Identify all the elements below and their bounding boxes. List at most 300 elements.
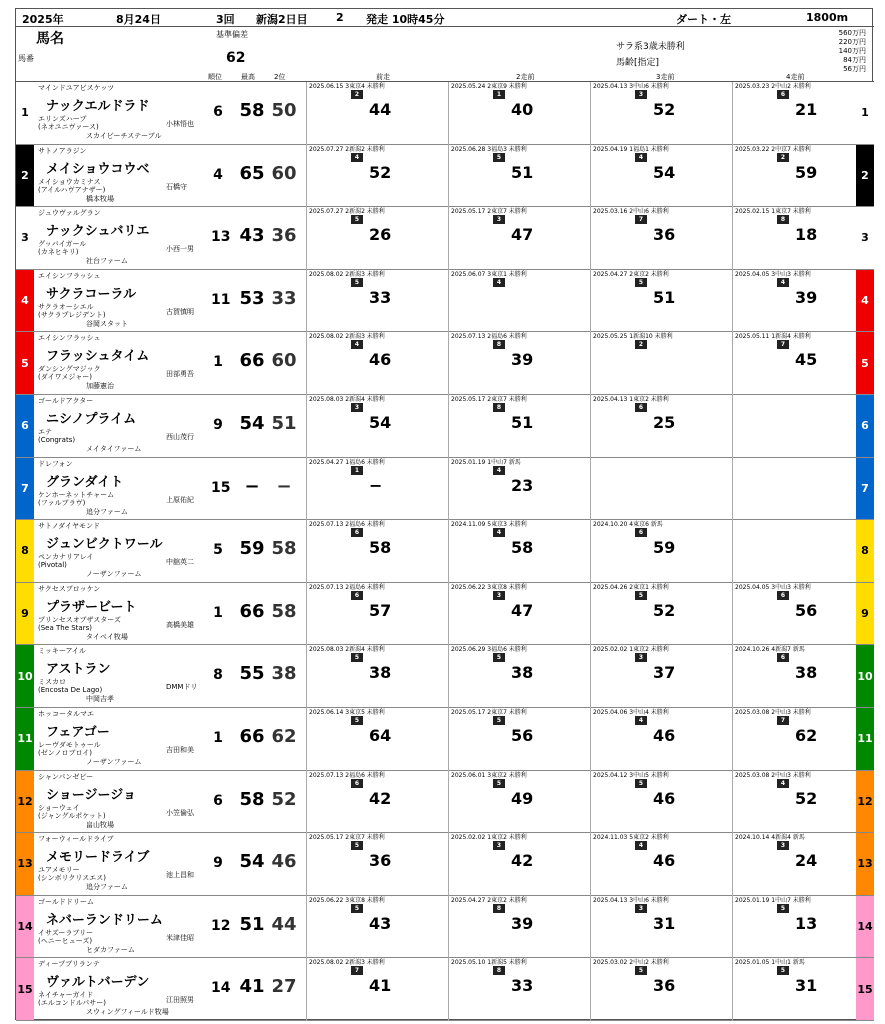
horse-row[interactable] [16, 833, 874, 896]
horse-number-right: 1 [856, 82, 874, 144]
horse-name[interactable]: サクラコーラル [46, 286, 137, 302]
race-head: 2024.10.20 4東京6 新馬 [593, 521, 663, 529]
col-second: 2位 [274, 73, 286, 81]
post-badge: 3 [351, 403, 363, 412]
past-race[interactable] [732, 332, 876, 395]
race-head: 2025.05.17 2東京7 未勝利 [451, 396, 527, 403]
past-race[interactable] [448, 958, 592, 1021]
race-score: 57 [369, 600, 392, 620]
horse-number-left: 8 [16, 520, 34, 582]
past-race[interactable] [590, 958, 734, 1021]
horse-row[interactable] [16, 82, 874, 145]
horse-name[interactable]: アストラン [46, 662, 111, 678]
horse-row[interactable] [16, 958, 874, 1021]
race-score: 46 [653, 788, 676, 808]
past-race[interactable] [732, 520, 876, 583]
race-head: 2025.04.12 3中山5 未勝利 [593, 771, 669, 779]
col-prev4: 4走前 [786, 73, 805, 81]
past-race[interactable] [732, 645, 876, 708]
prize-list [839, 29, 866, 74]
damsire-name: (Encosta De Lago) [38, 686, 103, 695]
horse-number-right: 10 [856, 645, 874, 707]
past-race[interactable] [306, 207, 450, 270]
max-score: 65 [239, 162, 265, 184]
post-badge: 2 [635, 340, 647, 349]
date: 8月24日 [116, 13, 161, 26]
horse-row[interactable] [16, 896, 874, 959]
race-header [16, 9, 874, 27]
race-head: 2025.04.27 1福島6 未勝利 [309, 458, 385, 466]
horse-number-left: 15 [16, 958, 34, 1020]
race-head: 2025.01.19 1中山7 新馬 [451, 458, 521, 466]
horse-name[interactable]: ショージージョ [46, 787, 136, 803]
race-score: 21 [795, 100, 818, 119]
horse-row[interactable] [16, 395, 874, 458]
trainer-name: 上原佑紀 [166, 495, 194, 504]
col-name: 馬名 [36, 31, 64, 47]
trainer-name: 古賀慎明 [166, 307, 194, 316]
race-head: 2025.05.17 2東京7 未勝利 [451, 709, 527, 716]
race-score: 52 [653, 100, 676, 119]
past-race[interactable] [306, 395, 450, 458]
sire-name: ディープブリランテ [38, 960, 100, 969]
past-race[interactable] [590, 708, 734, 771]
second-score: 44 [271, 913, 297, 935]
max-score: 54 [239, 413, 265, 434]
damsire-name: (エルコンドルパサー) [38, 999, 106, 1008]
past-race[interactable] [306, 145, 450, 208]
race-head: 2025.06.22 3東京8 未勝利 [309, 896, 385, 904]
horse-name[interactable]: ジュンビクトワール [46, 537, 163, 553]
rank-value: 1 [213, 604, 223, 621]
horse-row[interactable] [16, 145, 874, 208]
race-number: 2 [336, 11, 344, 24]
post-badge: 8 [493, 966, 505, 975]
race-score: 13 [795, 913, 818, 933]
past-race[interactable] [590, 771, 734, 834]
race-info [16, 27, 874, 82]
past-race[interactable] [306, 583, 450, 646]
race-score: 42 [369, 788, 392, 808]
past-race[interactable] [732, 771, 876, 834]
past-race[interactable] [448, 771, 592, 834]
horse-number-left: 1 [16, 82, 34, 144]
max-score: 58 [239, 788, 265, 810]
horse-number-left: 12 [16, 771, 34, 833]
damsire-name: (Pivotal) [38, 561, 67, 570]
base-value: 62 [226, 50, 246, 66]
race-head: 2025.04.05 3中山3 未勝利 [735, 583, 811, 591]
race-score: 64 [369, 726, 392, 745]
past-race[interactable] [732, 207, 876, 270]
race-score: 51 [511, 162, 534, 182]
sire-name: マインドユアビスケッツ [38, 84, 115, 92]
race-head: 2025.04.13 3中山6 未勝利 [593, 896, 669, 904]
race-head: 2025.01.19 1中山7 未勝利 [735, 896, 811, 904]
max-score: 55 [239, 663, 265, 685]
race-score: 52 [369, 162, 392, 182]
past-race[interactable] [306, 958, 450, 1021]
breeder-name: 追分ファーム [86, 507, 128, 516]
past-race[interactable] [590, 583, 734, 646]
past-race[interactable] [590, 145, 734, 208]
race-score: 40 [511, 100, 534, 119]
trainer-name: 小林悟也 [166, 120, 194, 128]
race-score: 54 [653, 162, 676, 182]
post-badge: 5 [777, 966, 789, 975]
post-badge: 5 [493, 653, 505, 662]
rank-value: 5 [213, 542, 223, 559]
post-badge: 8 [493, 904, 505, 913]
post-badge: 3 [777, 841, 789, 850]
past-race[interactable] [732, 145, 876, 208]
race-score: 38 [795, 663, 818, 683]
sire-name: サクセスブロッケン [38, 584, 101, 593]
second-score: 51 [271, 413, 297, 434]
past-race[interactable] [448, 833, 592, 896]
past-race[interactable] [732, 896, 876, 959]
post-badge: 5 [351, 215, 363, 224]
past-race[interactable] [448, 896, 592, 959]
rank-value: 11 [211, 291, 231, 308]
post-badge: 3 [493, 215, 505, 224]
post-badge: 6 [635, 528, 647, 537]
race-head: 2025.01.05 1中山1 新馬 [735, 959, 805, 967]
past-race[interactable] [732, 395, 876, 458]
rank-value: 12 [211, 917, 231, 934]
race-head: 2025.04.05 3中山3 未勝利 [735, 270, 811, 278]
race-head: 2025.04.27 2東京2 未勝利 [451, 896, 527, 904]
past-race[interactable] [306, 332, 450, 395]
horse-row[interactable] [16, 207, 874, 270]
past-race[interactable] [590, 458, 734, 521]
dam-name: ミスカロ [38, 678, 66, 687]
race-score: 51 [511, 413, 534, 432]
horse-row[interactable] [16, 520, 874, 583]
post-badge: 6 [777, 90, 789, 99]
second-score: 52 [271, 788, 297, 810]
past-race[interactable] [590, 82, 734, 145]
max-score: 59 [239, 538, 265, 560]
race-score: 33 [511, 976, 534, 996]
horse-number-left: 14 [16, 896, 34, 958]
race-head: 2025.06.22 3東京8 未勝利 [451, 583, 527, 591]
damsire-name: (ジャングルポケット) [38, 811, 106, 820]
sire-name: エイシンフラッシュ [38, 334, 101, 343]
post-badge: 5 [635, 779, 647, 788]
race-score: 58 [369, 538, 392, 558]
second-score: 50 [271, 100, 297, 121]
past-race[interactable] [590, 332, 734, 395]
sire-name: ホッコータルマエ [38, 710, 94, 718]
past-race[interactable] [590, 395, 734, 458]
past-race[interactable] [590, 207, 734, 270]
past-race[interactable] [448, 708, 592, 771]
horse-name[interactable]: ナックエルドラド [46, 99, 150, 114]
breeder-name: タイベイ牧場 [86, 632, 128, 641]
post-badge: 1 [493, 90, 505, 99]
track: ダート・左 [676, 13, 731, 26]
past-race[interactable] [732, 958, 876, 1021]
race-head: 2025.04.26 2東京1 未勝利 [593, 583, 669, 591]
past-race[interactable] [732, 270, 876, 333]
race-score: 46 [653, 726, 676, 745]
race-score: 26 [369, 225, 392, 245]
horse-number-right: 6 [856, 395, 874, 457]
horse-number-left: 5 [16, 332, 34, 394]
post-badge: 8 [777, 215, 789, 224]
race-score: 58 [511, 538, 534, 558]
horse-name[interactable]: フェアゴー [46, 725, 110, 740]
horse-name[interactable]: ナックシュバリエ [46, 224, 150, 240]
race-head: 2025.06.01 3東京2 未勝利 [451, 771, 527, 779]
race-score: 23 [511, 475, 534, 495]
past-race[interactable] [448, 520, 592, 583]
post-badge: 3 [635, 90, 647, 99]
post-time: 発走 10時45分 [366, 13, 445, 26]
past-race[interactable] [590, 520, 734, 583]
horse-name[interactable]: ネバーランドリーム [46, 912, 163, 928]
breeder-name: 谷岡スタット [86, 319, 128, 328]
post-badge: 7 [777, 340, 789, 349]
race-head: 2025.02.02 1東京2 未勝利 [593, 646, 669, 654]
past-race[interactable] [306, 645, 450, 708]
dam-name: グッバイガール [38, 240, 87, 249]
race-score: 31 [653, 913, 676, 933]
second-score: 58 [271, 538, 297, 560]
rank-value: 4 [213, 166, 223, 183]
race-score: 56 [511, 726, 534, 745]
max-score: 54 [239, 851, 265, 873]
trainer-name: 田部勇吾 [166, 370, 194, 379]
race-head: 2025.03.02 2中山2 未勝利 [593, 959, 669, 967]
horse-name[interactable]: フラッシュタイム [46, 349, 150, 365]
post-badge: 5 [635, 966, 647, 975]
past-race[interactable] [448, 145, 592, 208]
post-badge: 2 [777, 153, 789, 162]
max-score: 66 [239, 726, 265, 747]
damsire-name: (サクラプレジデント) [38, 310, 106, 319]
horse-number-left: 11 [16, 708, 34, 770]
trainer-name: 吉田和美 [166, 746, 194, 754]
post-badge: 7 [777, 716, 789, 725]
prize-5: 56万円 [843, 65, 866, 73]
race-head: 2025.02.02 1東京2 未勝利 [451, 834, 527, 842]
damsire-name: (ネオユニヴァース) [38, 123, 99, 131]
sire-name: エイシンフラッシュ [38, 271, 101, 280]
past-race[interactable] [306, 82, 450, 145]
prize-4: 84万円 [843, 56, 866, 64]
past-race[interactable] [448, 645, 592, 708]
post-badge: 4 [635, 153, 647, 162]
horse-row[interactable] [16, 771, 874, 834]
horse-number-right: 11 [856, 708, 874, 770]
breeder-name: ノーザンファーム [86, 758, 142, 766]
past-race[interactable] [306, 771, 450, 834]
horse-name[interactable]: プラザービート [46, 599, 137, 615]
post-badge: 4 [493, 466, 505, 475]
race-score: 43 [369, 913, 392, 933]
race-head: 2024.10.14 4新潟4 新馬 [735, 834, 805, 842]
post-badge: 3 [635, 653, 647, 662]
second-score: − [276, 475, 292, 497]
race-head: 2025.06.14 3東京5 未勝利 [309, 709, 385, 716]
past-race[interactable] [732, 82, 876, 145]
past-race[interactable] [306, 833, 450, 896]
horse-row[interactable] [16, 645, 874, 708]
race-head: 2025.04.13 1東京2 未勝利 [593, 396, 669, 403]
horse-number-left: 6 [16, 395, 34, 457]
horse-number-left: 9 [16, 583, 34, 645]
horse-number-right: 12 [856, 771, 874, 833]
race-score: 62 [795, 726, 818, 745]
race-score: 38 [369, 663, 392, 683]
horse-number-left: 7 [16, 458, 34, 520]
horse-row[interactable] [16, 583, 874, 646]
damsire-name: (ダイワメジャー) [38, 373, 92, 382]
post-badge: 7 [635, 215, 647, 224]
sire-name: シャンパンゼビー [38, 772, 94, 781]
col-prev3: 3走前 [656, 73, 675, 81]
race-score: − [369, 475, 383, 495]
race-head: 2025.04.06 3中山4 未勝利 [593, 709, 669, 716]
past-race[interactable] [732, 583, 876, 646]
horse-name[interactable]: ヴァルトバーデン [46, 975, 150, 991]
rank-value: 8 [213, 667, 223, 684]
post-badge: 5 [777, 904, 789, 913]
past-race[interactable] [448, 82, 592, 145]
past-race[interactable] [448, 207, 592, 270]
dam-name: ダンシングマジック [38, 365, 101, 374]
past-race[interactable] [590, 833, 734, 896]
past-race[interactable] [306, 270, 450, 333]
horse-number-right: 5 [856, 332, 874, 394]
damsire-name: (ヘニーヒューズ) [38, 936, 93, 945]
col-prev2: 2走前 [516, 73, 535, 81]
trainer-name: 米津佳昭 [166, 933, 194, 942]
race-head: 2025.05.17 2東京7 未勝利 [309, 834, 385, 842]
dam-name: サクラオーシエル [38, 302, 94, 311]
max-score: 66 [239, 600, 265, 622]
past-race[interactable] [732, 458, 876, 521]
past-race[interactable] [448, 583, 592, 646]
horse-row[interactable] [16, 458, 874, 521]
horse-number-right: 8 [856, 520, 874, 582]
second-score: 46 [271, 851, 297, 873]
race-head: 2025.03.08 2中山3 未勝利 [735, 709, 811, 716]
sire-name: ゴールドドリーム [38, 897, 94, 906]
race-head: 2025.05.17 2東京7 未勝利 [451, 208, 527, 216]
past-race[interactable] [448, 395, 592, 458]
race-head: 2025.07.13 2福島6 未勝利 [451, 333, 527, 341]
kai: 3回 [216, 13, 235, 26]
race-head: 2025.03.23 2中山2 未勝利 [735, 83, 811, 90]
race-score: 47 [511, 225, 534, 245]
breeder-name: ノーザンファーム [86, 570, 142, 579]
horse-number-left: 13 [16, 833, 34, 895]
post-badge: 6 [351, 528, 363, 537]
race-head: 2025.07.13 2福島6 未勝利 [309, 771, 385, 779]
horse-number-right: 13 [856, 833, 874, 895]
past-race[interactable] [306, 708, 450, 771]
race-score: 52 [653, 600, 676, 620]
race-class: サラ系3歳未勝利 [616, 42, 685, 52]
trainer-name: DMMドリ [166, 683, 198, 692]
past-race[interactable] [732, 708, 876, 771]
past-race[interactable] [590, 645, 734, 708]
past-race[interactable] [732, 833, 876, 896]
horse-name[interactable]: メモリードライブ [46, 850, 150, 866]
trainer-name: 小西一男 [166, 245, 194, 254]
rank-value: 6 [213, 104, 223, 120]
past-race[interactable] [306, 520, 450, 583]
past-race[interactable] [448, 458, 592, 521]
horse-name[interactable]: ニシノプライム [46, 412, 137, 427]
race-head: 2025.05.11 1新潟4 未勝利 [735, 333, 811, 341]
race-head: 2025.06.15 3東京4 未勝利 [309, 83, 385, 90]
max-score: 53 [239, 287, 265, 309]
horse-name[interactable]: グランダイト [46, 474, 124, 490]
post-badge: 4 [635, 716, 647, 725]
damsire-name: (カネヒキリ) [38, 248, 79, 257]
past-race[interactable] [306, 458, 450, 521]
post-badge: 4 [351, 340, 363, 349]
horse-number-right: 9 [856, 583, 874, 645]
dam-name: エテ [38, 428, 52, 436]
past-race[interactable] [306, 896, 450, 959]
breeder-name: スウィングフィールド牧場 [86, 1008, 169, 1017]
sire-name: サトノアラジン [38, 146, 87, 155]
post-badge: 5 [493, 716, 505, 725]
trainer-name: 西山茂行 [166, 433, 194, 441]
horse-row[interactable] [16, 708, 874, 771]
post-badge: 5 [493, 153, 505, 162]
horse-number-left: 10 [16, 645, 34, 707]
second-score: 60 [271, 350, 297, 372]
race-score: 18 [795, 225, 818, 245]
post-badge: 5 [493, 779, 505, 788]
breeder-name: 中岡吉孝 [86, 695, 114, 704]
trainer-name: 高橋美雄 [166, 620, 194, 629]
past-race[interactable] [590, 270, 734, 333]
post-badge: 6 [351, 779, 363, 788]
damsire-name: (ゼンノロブロイ) [38, 749, 92, 757]
second-score: 27 [271, 976, 297, 998]
base-label: 基準偏差 [216, 30, 248, 39]
past-race[interactable] [448, 270, 592, 333]
trainer-name: 小笠倫弘 [166, 808, 194, 817]
trainer-name: 池上昌和 [166, 871, 194, 880]
rank-value: 15 [211, 479, 231, 496]
sire-name: ミッキーアイル [38, 647, 86, 656]
race-head: 2025.06.28 3福島3 未勝利 [451, 145, 527, 153]
past-race[interactable] [448, 332, 592, 395]
past-race[interactable] [590, 896, 734, 959]
race-head: 2025.08.02 2新潟3 未勝利 [309, 333, 385, 341]
horse-number-right: 14 [856, 896, 874, 958]
race-score: 45 [795, 350, 818, 370]
second-score: 58 [271, 600, 297, 622]
horse-row[interactable] [16, 270, 874, 333]
post-badge: 4 [777, 779, 789, 788]
horse-row[interactable] [16, 332, 874, 395]
race-score: 41 [369, 976, 392, 996]
second-score: 38 [271, 663, 297, 685]
race-head: 2025.07.13 2福島6 未勝利 [309, 521, 385, 529]
trainer-name: 中舘英二 [166, 558, 194, 567]
post-badge: 5 [635, 591, 647, 600]
horse-name[interactable]: メイショウコウベ [46, 161, 150, 177]
